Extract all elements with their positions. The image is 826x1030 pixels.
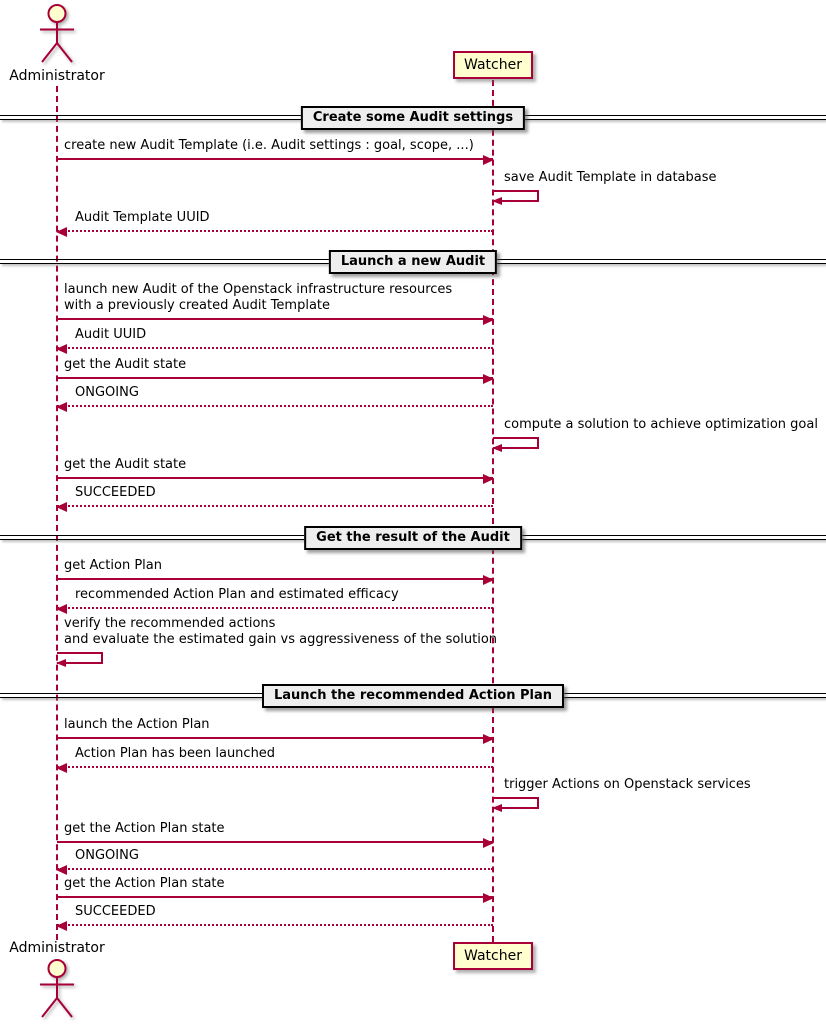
message-label-line2: and evaluate the estimated gain vs aggressiveness of the solution	[64, 632, 498, 647]
arrowhead-left-icon	[56, 502, 67, 512]
message-recommended-action-plan	[57, 587, 493, 609]
message-label: save Audit Template in database	[504, 170, 717, 185]
message-audit-uuid	[57, 327, 493, 349]
arrowhead-left-icon	[56, 604, 67, 614]
arrowhead-right-icon	[483, 893, 494, 903]
arrow-line	[57, 405, 493, 407]
message-verify-actions	[57, 616, 497, 664]
message-label: get Action Plan	[64, 558, 162, 573]
message-label: get the Audit state	[64, 457, 187, 472]
arrow-line	[57, 477, 493, 479]
arrowhead-left-icon	[56, 659, 66, 667]
arrowhead-right-icon	[483, 734, 494, 744]
message-compute-solution	[493, 417, 818, 449]
participant-watcher-bottom: Watcher	[453, 942, 533, 970]
divider-create-audit-settings	[0, 106, 826, 130]
arrow-line	[57, 377, 493, 379]
message-action-plan-launched	[57, 746, 493, 768]
message-label: recommended Action Plan and estimated efficacy	[75, 587, 399, 602]
message-audit-ongoing	[57, 385, 493, 407]
message-get-audit-state-2	[57, 457, 493, 479]
arrow-line	[57, 868, 493, 870]
divider-label-box: Launch the recommended Action Plan	[262, 684, 564, 708]
arrow-line	[57, 607, 493, 609]
message-label: SUCCEEDED	[75, 485, 156, 500]
arrowhead-left-icon	[56, 921, 67, 931]
message-label: create new Audit Template (i.e. Audit settings : goal, scope, ...)	[64, 138, 474, 153]
message-audit-succeeded	[57, 485, 493, 507]
administrator-actor-icon	[35, 4, 79, 66]
arrowhead-left-icon	[56, 865, 67, 875]
message-label: ONGOING	[75, 385, 139, 400]
message-label: SUCCEEDED	[75, 904, 156, 919]
message-trigger-actions	[493, 777, 751, 809]
arrowhead-left-icon	[56, 763, 67, 773]
divider-label-box: Launch a new Audit	[329, 250, 497, 274]
message-label: launch new Audit of the Openstack infrastructure resources	[64, 282, 453, 297]
arrowhead-right-icon	[483, 575, 494, 585]
arrowhead-left-icon	[56, 402, 67, 412]
arrow-line	[57, 737, 493, 739]
message-get-action-plan-state-2	[57, 876, 493, 898]
divider-label-box: Create some Audit settings	[301, 106, 525, 130]
message-action-plan-ongoing	[57, 848, 493, 870]
self-loop-line	[57, 652, 103, 664]
message-label: Audit Template UUID	[75, 210, 210, 225]
self-loop-line	[493, 437, 539, 449]
administrator-label-bottom: Administrator	[9, 940, 105, 956]
arrow-line	[57, 841, 493, 843]
arrowhead-left-icon	[56, 227, 67, 237]
divider-launch-action-plan	[0, 684, 826, 708]
arrow-line	[57, 347, 493, 349]
message-launch-new-audit	[57, 282, 493, 320]
administrator-actor-icon-bottom	[35, 959, 79, 1021]
arrowhead-left-icon	[492, 197, 502, 205]
arrowhead-left-icon	[492, 444, 502, 452]
arrowhead-right-icon	[483, 315, 494, 325]
arrow-line	[57, 158, 493, 160]
message-label: Audit UUID	[75, 327, 147, 342]
message-save-audit-template	[493, 170, 717, 202]
arrowhead-right-icon	[483, 155, 494, 165]
message-action-plan-succeeded	[57, 904, 493, 926]
message-get-action-plan-state-1	[57, 821, 493, 843]
message-audit-template-uuid	[57, 210, 493, 232]
arrowhead-left-icon	[492, 804, 502, 812]
arrowhead-right-icon	[483, 374, 494, 384]
arrowhead-left-icon	[56, 344, 67, 354]
participant-watcher-top: Watcher	[453, 51, 533, 79]
message-label: ONGOING	[75, 848, 139, 863]
message-get-action-plan	[57, 558, 493, 580]
administrator-label-top: Administrator	[9, 68, 105, 84]
message-label: Action Plan has been launched	[75, 746, 276, 761]
arrowhead-right-icon	[483, 474, 494, 484]
message-label: get the Action Plan state	[64, 876, 225, 891]
message-launch-action-plan	[57, 717, 493, 739]
message-create-audit-template	[57, 138, 493, 160]
self-loop-line	[493, 797, 539, 809]
arrow-line	[57, 505, 493, 507]
arrow-line	[57, 230, 493, 232]
arrow-line	[57, 924, 493, 926]
arrow-line	[57, 766, 493, 768]
message-label: launch the Action Plan	[64, 717, 210, 732]
arrow-line	[57, 896, 493, 898]
message-label: trigger Actions on Openstack services	[504, 777, 751, 792]
arrowhead-right-icon	[483, 838, 494, 848]
message-label: verify the recommended actions	[64, 616, 276, 631]
message-label: get the Action Plan state	[64, 821, 225, 836]
divider-label-box: Get the result of the Audit	[304, 526, 522, 550]
divider-launch-new-audit	[0, 250, 826, 274]
arrow-line	[57, 318, 493, 320]
self-loop-line	[493, 190, 539, 202]
arrow-line	[57, 578, 493, 580]
divider-get-audit-result	[0, 526, 826, 550]
message-label: compute a solution to achieve optimization goal	[504, 417, 818, 432]
message-label: get the Audit state	[64, 357, 187, 372]
message-label-line2: with a previously created Audit Template	[64, 298, 331, 313]
message-get-audit-state-1	[57, 357, 493, 379]
